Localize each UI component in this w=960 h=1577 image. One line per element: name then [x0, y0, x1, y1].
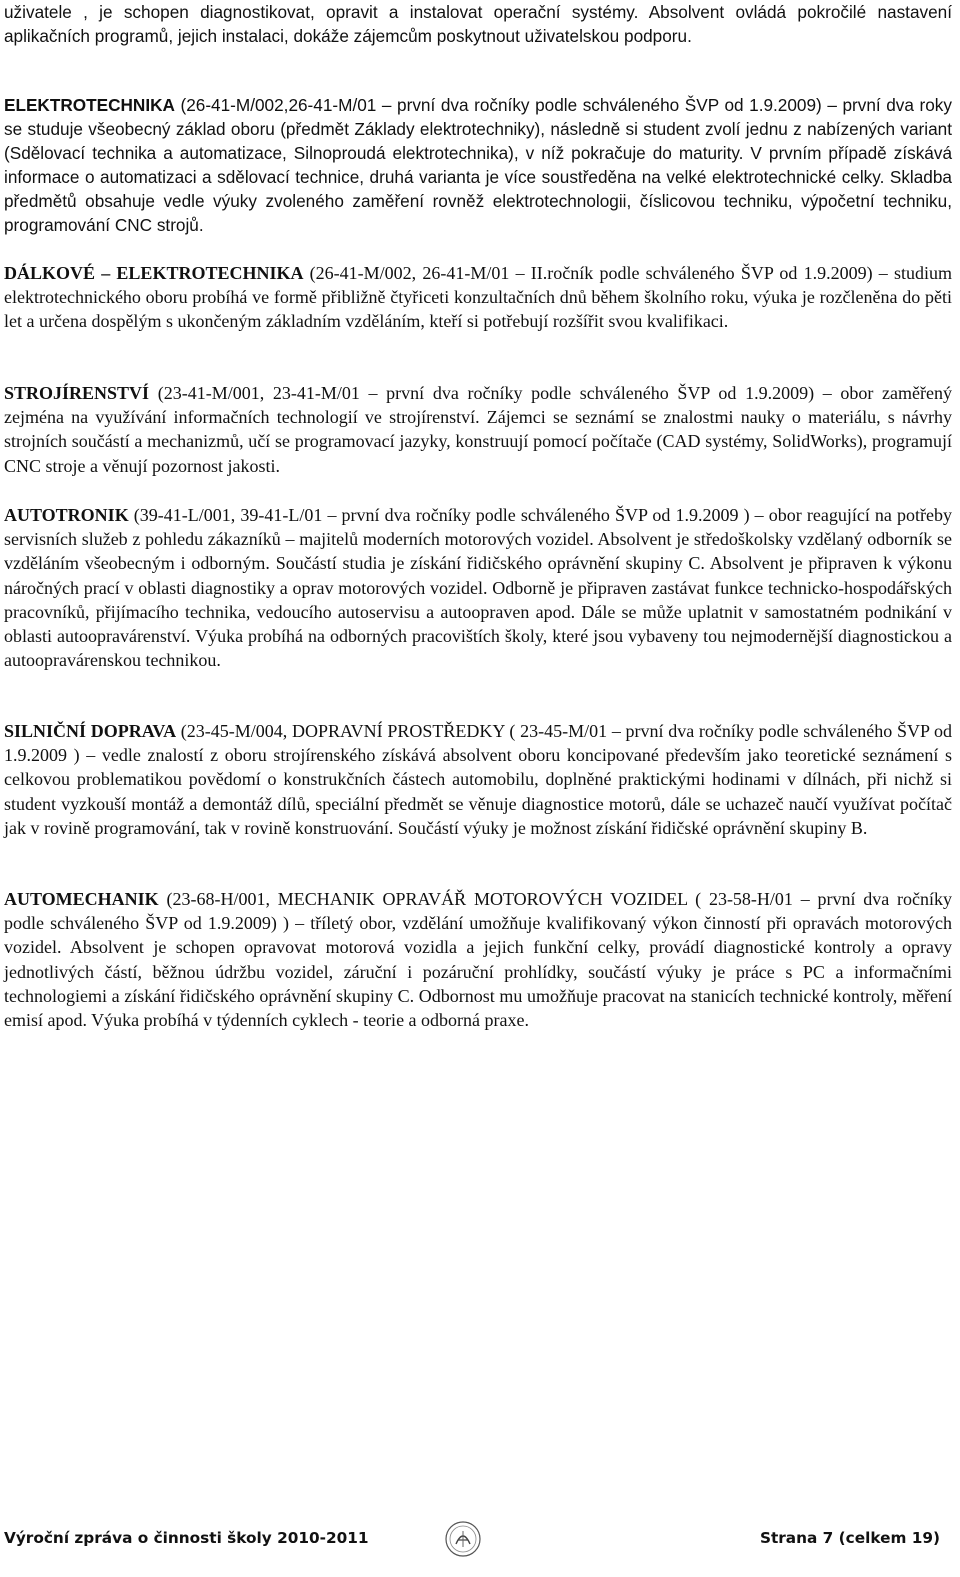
section-silnicni-doprava — [4, 719, 952, 840]
section-dalkove-elektrotechnika — [4, 261, 952, 334]
section-heading: SILNIČNÍ DOPRAVA — [4, 721, 177, 741]
section-heading: AUTOMECHANIK — [4, 889, 159, 909]
section-text: (39-41-L/001, 39-41-L/01 – první dva ročníky podle schváleného ŠVP od 1.9.2009 ) – obor reagující na potřeby servisních služeb z pohledu zákazníků – majitelů moderních motorových vozidel. Absolvent je středoškolsky vzdělaný odborník se vzděláním všeobecným i odborným. Součástí studia je získání řidičského oprávnění skupiny C. Absolvent je připraven k výkonu náročných prací v oblasti diagnostiky a oprav motorových vozidel. Odborně je připraven zastávat funkce technicko-hospodářských pracovníků, přijímacího technika, vedoucího autoservisu a autoopraven apod. Dále se může uplatnit v samostatném podnikání v oblasti autoopravárenství. Výuka probíhá na odborných pracovištích školy, které jsou vybaveny tou nejmodernější diagnostickou a autoopravárenskou technikou. — [4, 505, 952, 671]
section-autotronik — [4, 503, 952, 672]
section-text: (26-41-M/002,26-41-M/01 – první dva ročníky podle schváleného ŠVP od 1.9.2009) – první dva roky se studuje všeobecný základ oboru (předmět Základy elektrotechniky), následně si student zvolí jednu z nabízených variant (Sdělovací technika a automatizace, Silnoproudá elektrotechnika), v níž pokračuje do maturity. V prvním případě získává informace o automatizaci a sdělovací technice, druhá varianta je více soustředěna na velké elektrotechnické celky. Skladba předmětů obsahuje vedle výuky zvoleného zaměření rovněž elektrotechnologii, číslicovou techniku, výpočetní techniku, programování CNC strojů. — [4, 95, 952, 235]
page-footer — [4, 1520, 940, 1556]
section-text: (23-41-M/001, 23-41-M/01 – první dva ročníky podle schváleného ŠVP od 1.9.2009) – obor zaměřený zejména na využívání informačních technologií ve strojírenství. Zájemci se seznámí se znalostmi nauky o materiálu, s návrhy strojních součástí a mechanizmů, učí se programovací jazyky, konstruují pomocí počítače (CAD systémy, SolidWorks), programují CNC stroje a věnují pozornost jakosti. — [4, 383, 952, 476]
footer-report-title: Výroční zpráva o činnosti školy 2010-2011 — [4, 1529, 369, 1547]
section-heading: DÁLKOVÉ – ELEKTROTECHNIKA — [4, 263, 304, 283]
section-heading: AUTOTRONIK — [4, 505, 129, 525]
intro-paragraph: uživatele , je schopen diagnostikovat, opravit a instalovat operační systémy. Absolvent ovládá pokročilé nastavení aplikačních programů, jejich instalaci, dokáže zájemcům poskytnout uživatelskou podporu. — [4, 2, 952, 46]
section-heading: STROJÍRENSTVÍ — [4, 383, 150, 403]
section-text: (23-45-M/004, DOPRAVNÍ PROSTŘEDKY ( 23-45-M/01 – první dva ročníky podle schváleného ŠVP od 1.9.2009 ) – vedle znalostí z oboru strojírenského získává absolvent oboru koncipované především jako teoretické seznámení s celkovou problematikou povědomí o konstrukčních částech automobilu, doplněné praktickými hodinami v dílnách, při nichž si student vyzkouší montáž a demontáž dílů, speciální předmět se věnuje diagnostice motorů, dále se uchazeč naučí využívat počítač jak v rovině programování, tak v rovině konstruování. Součástí výuky je možnost získání řidičské oprávnění skupiny B. — [4, 721, 952, 838]
school-logo-icon — [444, 1520, 482, 1558]
section-elektrotechnika — [4, 93, 952, 237]
footer-page-number: Strana 7 (celkem 19) — [759, 1529, 940, 1547]
section-text: (23-68-H/001, MECHANIK OPRAVÁŘ MOTOROVÝCH VOZIDEL ( 23-58-H/01 – první dva ročníky podle schváleného ŠVP od 1.9.2009) ) – tříletý obor, vzdělání umožňuje kvalifikovaný výkon činností při opravách motorových vozidel. Absolvent je schopen opravovat motorová vozidla a jejich funkční celky, provádí diagnostické kontroly a opravy jednotlivých částí, běžnou údržbu vozidel, záruční i pozáruční prohlídky, součástí výuky je práce s PC a informačními technologiemi a získání řidičského oprávnění skupiny C. Odbornost mu umožňuje pracovat na stanicích technické kontroly, měření emisí apod. Výuka probíhá v týdenních cyklech - teorie a odborná praxe. — [4, 889, 952, 1031]
section-heading: ELEKTROTECHNIKA — [4, 95, 175, 115]
section-strojirenstvi — [4, 381, 952, 478]
section-automechanik — [4, 887, 952, 1032]
section-text: (26-41-M/002, 26-41-M/01 – II.ročník podle schváleného ŠVP od 1.9.2009) – studium elektrotechnického oboru probíhá ve formě přibližně čtyřiceti konzultačních dnů během školního roku, výuka je rozčleněna do pěti let a určena dospělým s ukončeným základním vzděláním, kteří si potřebují rozšířit svou kvalifikaci. — [4, 263, 952, 332]
